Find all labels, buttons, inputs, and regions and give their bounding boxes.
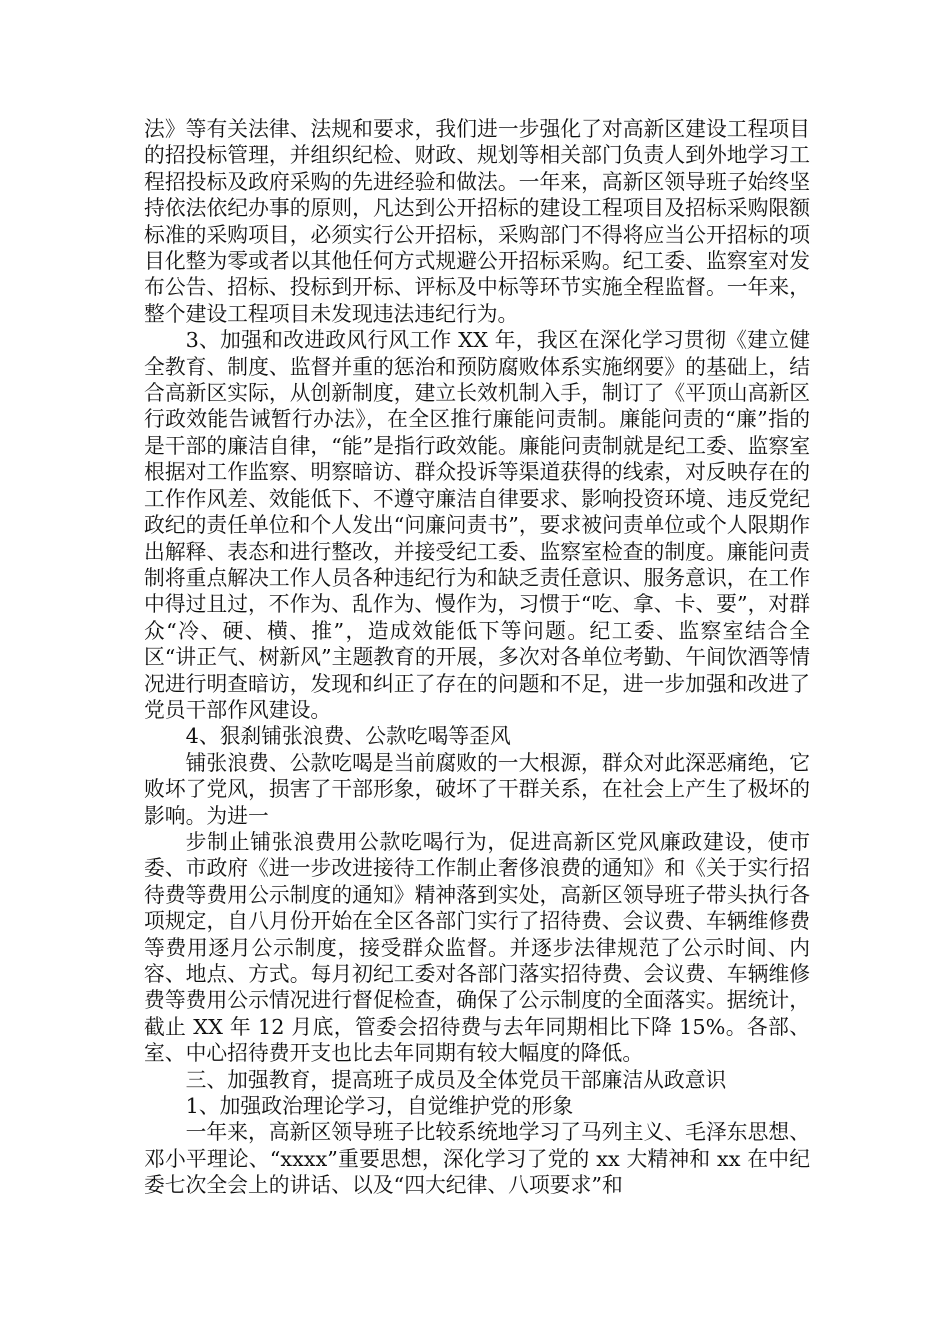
paragraph-expense-disclosure: 步制止铺张浪费用公款吃喝行为，促进高新区党风廉政建设，使市委、市政府《进一步改进接待工作制止奢侈浪费的通知》和《关于实行招待费等费用公示制度的通知》精神落到实处，高新区领导班子带头执行各项规定，自八月份开始在全区各部门实行了招待费、会议费、车辆维修费等费用逐月公示制度，接受群众监督。并逐步法律规范了公示时间、内容、地点、方式。每月初纪工委对各部门落实招待费、会议费、车辆维修费等费用公示情况进行督促检查，确保了公示制度的全面落实。据统计，截止 XX 年 12 月底，管委会招待费与去年同期相比下降 15%。各部、室、中心招待费开支也比去年同期有较大幅度的降低。 bbox=[144, 829, 810, 1066]
paragraph-work-style-accountability: 3、加强和改进政风行风工作 XX 年，我区在深化学习贯彻《建立健全教育、制度、监督并重的惩治和预防腐败体系实施纲要》的基础上，结合高新区实际，从创新制度，建立长效机制入手，制订了《平顶山高新区行政效能告诫暂行办法》，在全区推行廉能问责制。廉能问责的“廉”指的是干部的廉洁自律，“能”是指行政效能。廉能问责制就是纪工委、监察室根据对工作监察、明察暗访、群众投诉等渠道获得的线索，对反映存在的工作作风差、效能低下、不遵守廉洁自律要求、影响投资环境、违反党纪政纪的责任单位和个人发出“问廉问责书”，要求被问责单位或个人限期作出解释、表态和进行整改，并接受纪工委、监察室检查的制度。廉能问责制将重点解决工作人员各种违纪行为和缺乏责任意识、服务意识，在工作中得过且过，不作为、乱作为、慢作为，习惯于“吃、拿、卡、要”，对群众“冷、硬、横、推”，造成效能低下等问题。纪工委、监察室结合全区“讲正气、树新风”主题教育的开展，多次对各单位考勤、午间饮酒等情况进行明查暗访，发现和纠正了存在的问题和不足，进一步加强和改进了党员干部作风建设。 bbox=[144, 328, 810, 722]
paragraph-political-study: 一年来，高新区领导班子比较系统地学习了马列主义、毛泽东思想、邓小平理论、“xxxx”重要思想，深化学习了党的 xx 大精神和 xx 在中纪委七次全会上的讲话、以及“四大纪律、八项要求”和 bbox=[144, 1120, 810, 1198]
subsection-heading-political-study: 1、加强政治理论学习，自觉维护党的形象 bbox=[185, 1094, 574, 1119]
paragraph-bidding-supervision: 法》等有关法律、法规和要求，我们进一步强化了对高新区建设工程项目的招投标管理，并组织纪检、财政、规划等相关部门负责人到外地学习工程招投标及政府采购的先进经验和做法。一年来，高新区领导班子始终坚持依法依纪办事的原则，凡达到公开招标的建设工程项目及招标采购限额标准的采购项目，必须实行公开招标，采购部门不得将应当公开招标的项目化整为零或者以其他任何方式规避公开招标采购。纪工委、监察室对发布公告、招标、投标到开标、评标及中标等环节实施全程监督。一年来，整个建设工程项目未发现违法违纪行为。 bbox=[144, 117, 810, 326]
section-heading-education: 三、加强教育，提高班子成员及全体党员干部廉洁从政意识 bbox=[185, 1067, 727, 1092]
document-body bbox=[144, 116, 810, 1199]
section-heading-extravagance: 4、狠刹铺张浪费、公款吃喝等歪风 bbox=[185, 724, 511, 749]
paragraph-extravagance-intro: 铺张浪费、公款吃喝是当前腐败的一大根源，群众对此深恶痛绝，它败坏了党风，损害了干部形象，破坏了干群关系，在社会上产生了极坏的影响。为进一 bbox=[144, 750, 810, 828]
